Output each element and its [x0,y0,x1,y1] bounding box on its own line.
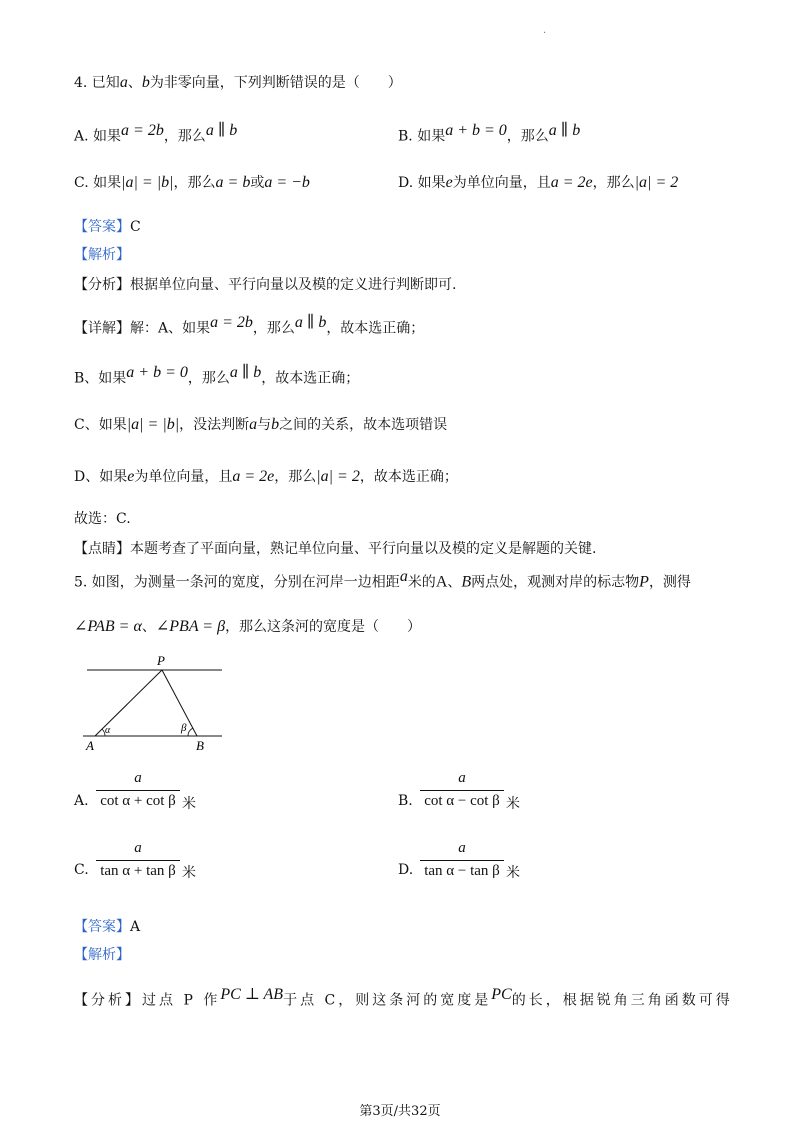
dianjing-text: 本题考查了平面向量，熟记单位向量、平行向量以及模的定义是解题的关键. [130,541,597,557]
xj2-pre: B、如果 [74,370,127,387]
math-a: a [249,416,258,433]
math-a-eq-2b: a = 2b [121,122,164,139]
fenxi-tag: 【分析】 [74,277,130,293]
q4-option-b-label: B. 如果 [398,128,446,145]
q4-stem [74,72,402,92]
header-dot: · [543,28,547,39]
q5-option-c-fraction [96,840,180,880]
q5-option-a-unit: 米 [182,796,196,812]
label-alpha: α [105,725,111,736]
analysis-tag: 【解析】 [74,247,130,263]
q4-stem-pre: 4. 已知 [74,75,120,91]
q5-stem-line2 [74,616,421,636]
label-beta: β [181,722,187,734]
xj2-mid: ，那么 [187,370,230,387]
q5-option-b-label: B. [398,793,413,809]
q5-option-b-fraction [420,770,504,810]
q5-stem-line1 [74,568,691,592]
math-angle-pba: ∠PBA = β [155,618,226,635]
q4-xiangjie-4 [74,466,458,486]
xj1-mid: ，那么 [252,320,295,337]
math-a-par-b: a ∥ b [229,364,262,381]
answer-value: C [130,219,141,235]
label-a: A [86,738,94,753]
q5-option-d-unit: 米 [506,865,520,881]
math-abs-a-eq-abs-b: |a| = |b| [121,174,174,191]
q4-xiangjie-1 [74,312,424,338]
fraction-numerator: a [458,840,466,856]
point-p: P [639,573,649,591]
math-abs-a-eq-abs-b: |a| = |b| [126,416,180,433]
q5-stem1-pre: 5. 如图，为测量一条河的宽度，分别在河岸一边相距 [74,574,400,591]
q5-option-a-label: A. [74,793,89,809]
q4-stem-post: 为非零向量，下列判断错误的是（ ） [149,75,402,91]
page-footer: 第3页/共32页 [359,1104,441,1119]
dianjing-tag: 【点睛】 [74,541,130,557]
q4-option-c-label: C. 如果 [74,175,122,191]
xj1-pre: 解：A、如果 [130,320,211,337]
fraction-numerator: a [134,770,142,786]
q5-stem1-sep: 、 [447,574,462,591]
fenxi-text: 根据单位向量、平行向量以及模的定义进行判断即可. [130,277,457,293]
xj1-post: ，故本选正确； [326,320,425,337]
math-e: e [445,174,453,191]
math-abs-a-eq-2: |a| = 2 [316,468,360,485]
q5-option-d-label: D. [398,862,414,878]
math-e: e [127,468,135,485]
xj4-mid1: 为单位向量，且 [134,469,233,485]
q4-option-c-or: 或 [250,175,265,191]
q5-option-c-label: C. [74,862,89,878]
q4-option-d [398,172,678,192]
math-angle-pab: ∠PAB = α [74,618,142,635]
segment-pb [162,670,197,736]
fraction-denominator: cot α + cot β [100,793,176,809]
answer-tag: 【答案】 [74,919,130,935]
math-a: a [119,74,128,91]
q4-option-a-mid: ，那么 [163,128,206,145]
q5-stem2-sep: 、 [141,619,156,635]
q4-fenxi [74,274,456,294]
xj3-post: 之间的关系，故本选项错误 [279,417,448,433]
q4-xiangjie-3 [74,414,447,434]
q4-xiangjie-2 [74,362,359,388]
arc-beta [188,728,193,736]
fraction-denominator: tan α + tan β [100,863,176,879]
fraction-numerator: a [458,770,466,786]
q4-option-b-mid: ，那么 [506,128,549,145]
q4-dianjing [74,538,596,558]
math-b: b [141,74,150,91]
xj3-mid2: 与 [257,417,272,433]
q4-option-c-mid: ，那么 [173,175,216,191]
math-a-par-b: a ∥ b [205,122,238,139]
fraction-denominator: cot α − cot β [424,793,500,809]
q5-stem1-mid2: 两点处，观测对岸的标志物 [471,574,640,591]
math-a-eq-2b: a = 2b [210,314,253,331]
xj2-post: ，故本选正确； [261,370,360,387]
label-p: P [157,653,165,668]
xj4-mid2: ，那么 [274,469,317,485]
q4-option-d-label: D. 如果 [398,175,446,191]
math-a-eq-2e: a = 2e [550,174,593,191]
q5-fenxi [74,984,733,1010]
xj4-pre: D、如果 [74,469,128,485]
answer-tag: 【答案】 [74,219,130,235]
fraction-numerator: a [134,840,142,856]
point-a: A [435,573,448,591]
fenxi-pre: 过点 P 作 [142,992,221,1009]
answer-value: A [130,919,141,935]
xj4-post: ，故本选正确； [359,469,458,485]
q4-option-d-mid2: ，那么 [592,175,635,191]
fenxi-tag: 【分析】 [74,992,142,1009]
q5-option-d-fraction [420,840,504,880]
q4-option-a [74,120,237,146]
q5-option-b-unit: 米 [506,796,520,812]
math-b: b [271,416,280,433]
q4-option-d-mid1: 为单位向量，且 [452,175,551,191]
fenxi-post: 的长，根据锐角三角函数可得 [511,992,733,1009]
math-a-par-b: a ∥ b [548,122,581,139]
math-pc: PC [491,986,512,1003]
fraction-denominator: tan α − tan β [424,863,500,879]
xj3-mid1: ，没法判断 [179,417,250,433]
math-a-plus-b-0: a + b = 0 [445,122,507,139]
q5-stem2-post: ，那么这条河的宽度是（ ） [225,619,422,635]
math-a-plus-b-0: a + b = 0 [126,364,188,381]
math-a-eq-b: a = b [215,174,251,191]
q5-option-c-unit: 米 [182,865,196,881]
q4-option-b [398,120,580,146]
q5-stem1-post: ，测得 [648,574,691,591]
q4-answer [74,216,141,236]
analysis-tag: 【解析】 [74,947,130,963]
river-figure [70,650,240,755]
q4-stem-sep: 、 [127,75,142,91]
xiangjie-tag: 【详解】 [74,320,130,337]
math-a: a [399,568,408,585]
point-b: B [461,573,472,591]
fenxi-mid1: 于点 C，则这条河的宽度是 [283,992,492,1009]
math-abs-a-eq-2: |a| = 2 [634,174,679,191]
q4-option-c [74,172,310,192]
q5-stem1-mid1: 米的 [407,574,436,591]
math-pc-perp-ab: PC ⊥ AB [220,986,284,1003]
q4-option-a-label: A. 如果 [74,128,122,145]
label-b: B [196,738,204,753]
q5-option-a-fraction [96,770,180,810]
math-a-par-b: a ∥ b [294,314,327,331]
q5-answer [74,916,140,936]
math-a-eq-2e: a = 2e [232,468,275,485]
math-a-eq-neg-b: a = −b [264,174,310,191]
xj3-pre: C、如果 [74,417,127,433]
q4-guxuan: 故选：C. [74,511,131,527]
